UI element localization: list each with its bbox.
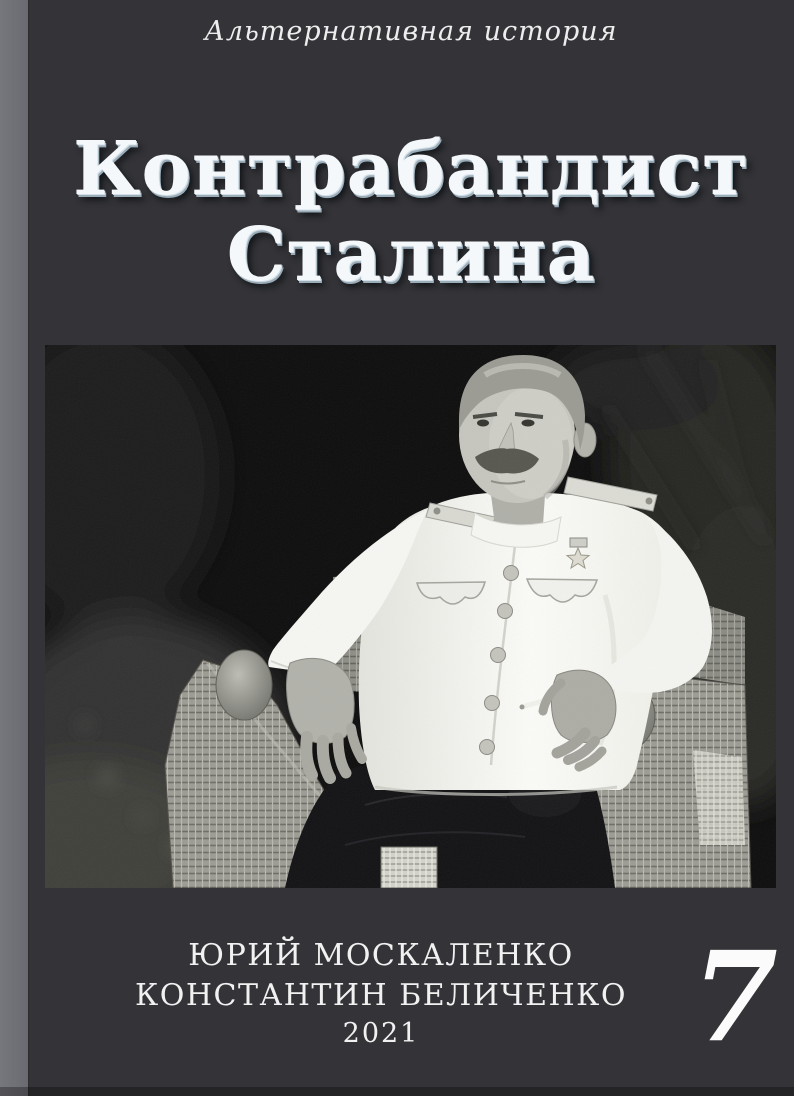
book-spine <box>0 0 29 1096</box>
author-block <box>28 936 734 1052</box>
publication-year: 2021 <box>342 1018 420 1049</box>
title-line-2: Сталина <box>226 212 596 298</box>
film-grain-overlay <box>45 345 776 888</box>
series-label: Альтернативная история <box>204 16 618 47</box>
book-title <box>28 126 794 298</box>
author-1: ЮРИЙ МОСКАЛЕНКО <box>188 938 574 973</box>
author-2: КОНСТАНТИН БЕЛИЧЕНКО <box>135 978 627 1013</box>
stalin-photo-illustration <box>45 345 776 888</box>
cover-photo <box>45 345 776 888</box>
title-line-1: Контрабандист <box>73 126 749 212</box>
volume-number: 7 <box>691 925 778 1070</box>
bottom-edge-shadow <box>0 1087 794 1096</box>
